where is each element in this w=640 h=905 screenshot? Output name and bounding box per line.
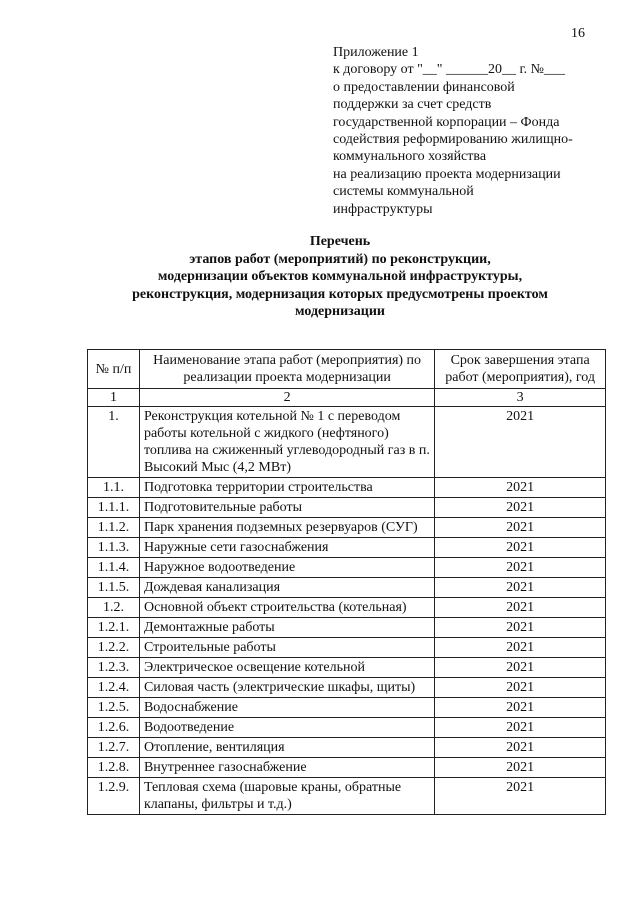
row-stage-name: Дождевая канализация <box>139 578 434 598</box>
table-header-row <box>88 350 606 389</box>
header-number: № п/п <box>88 350 140 389</box>
row-stage-name: Наружное водоотведение <box>139 558 434 578</box>
table-row <box>88 638 606 658</box>
row-year: 2021 <box>435 698 606 718</box>
row-stage-name: Реконструкция котельной № 1 с переводом работы котельной с жидкого (нефтяного) топлива на сжиженный углеводородный газ в п. Высокий Мыс (4,2 МВт) <box>139 407 434 478</box>
row-number: 1.2.9. <box>88 778 140 815</box>
row-number: 1.1.3. <box>88 538 140 558</box>
row-stage-name: Наружные сети газоснабжения <box>139 538 434 558</box>
row-stage-name: Основной объект строительства (котельная) <box>139 598 434 618</box>
row-year: 2021 <box>435 678 606 698</box>
table-row <box>88 407 606 478</box>
row-year: 2021 <box>435 518 606 538</box>
row-year: 2021 <box>435 578 606 598</box>
table-row <box>88 478 606 498</box>
table-row <box>88 558 606 578</box>
row-stage-name: Подготовительные работы <box>139 498 434 518</box>
table-row <box>88 578 606 598</box>
row-year: 2021 <box>435 598 606 618</box>
row-number: 1.2.1. <box>88 618 140 638</box>
title-line: Перечень <box>309 234 371 249</box>
table-row <box>88 778 606 815</box>
column-number: 2 <box>139 389 434 407</box>
row-stage-name: Силовая часть (электрические шкафы, щиты) <box>139 678 434 698</box>
row-year: 2021 <box>435 618 606 638</box>
row-number: 1.1. <box>88 478 140 498</box>
table-row <box>88 538 606 558</box>
row-number: 1.1.5. <box>88 578 140 598</box>
row-stage-name: Строительные работы <box>139 638 434 658</box>
column-number: 3 <box>435 389 606 407</box>
appendix-line: инфраструктуры <box>333 201 433 217</box>
row-number: 1.1.4. <box>88 558 140 578</box>
header-completion-year: Срок завершения этапа работ (мероприятия), год <box>435 350 606 389</box>
row-number: 1.2.7. <box>88 738 140 758</box>
row-year: 2021 <box>435 658 606 678</box>
table-row <box>88 678 606 698</box>
page-number: 16 <box>571 26 585 41</box>
row-year: 2021 <box>435 538 606 558</box>
row-stage-name: Водоотведение <box>139 718 434 738</box>
row-number: 1.2.3. <box>88 658 140 678</box>
row-stage-name: Водоснабжение <box>139 698 434 718</box>
appendix-line: Приложение 1 <box>333 45 419 60</box>
title-line: модернизации объектов коммунальной инфраструктуры, <box>157 269 523 285</box>
header-stage-name: Наименование этапа работ (мероприятия) по реализации проекта модернизации <box>139 350 434 389</box>
table-row <box>88 618 606 638</box>
row-number: 1.2.6. <box>88 718 140 738</box>
table-body <box>88 407 606 815</box>
row-number: 1.2.2. <box>88 638 140 658</box>
row-stage-name: Демонтажные работы <box>139 618 434 638</box>
row-number: 1.1.1. <box>88 498 140 518</box>
row-year: 2021 <box>435 498 606 518</box>
row-number: 1. <box>88 407 140 478</box>
table-row <box>88 718 606 738</box>
table-row <box>88 758 606 778</box>
row-stage-name: Тепловая схема (шаровые краны, обратные клапаны, фильтры и т.д.) <box>139 778 434 815</box>
table-row <box>88 598 606 618</box>
row-number: 1.2. <box>88 598 140 618</box>
row-year: 2021 <box>435 558 606 578</box>
row-number: 1.1.2. <box>88 518 140 538</box>
row-year: 2021 <box>435 638 606 658</box>
table-row <box>88 698 606 718</box>
appendix-line: к договору от "__" ______20__ г. №___ <box>333 62 566 78</box>
row-stage-name: Внутреннее газоснабжение <box>139 758 434 778</box>
title-line: этапов работ (мероприятий) по реконструкции, <box>189 251 491 267</box>
appendix-block <box>333 44 623 218</box>
table-row <box>88 738 606 758</box>
table-row <box>88 518 606 538</box>
row-stage-name: Парк хранения подземных резервуаров (СУГ) <box>139 518 434 538</box>
row-number: 1.2.5. <box>88 698 140 718</box>
table-row <box>88 658 606 678</box>
row-year: 2021 <box>435 758 606 778</box>
appendix-line: содействия реформированию жилищно- <box>333 132 573 148</box>
row-stage-name: Электрическое освещение котельной <box>139 658 434 678</box>
row-number: 1.2.4. <box>88 678 140 698</box>
row-year: 2021 <box>435 718 606 738</box>
row-year: 2021 <box>435 478 606 498</box>
title-line: реконструкция, модернизация которых предусмотрены проектом <box>132 286 548 302</box>
row-year: 2021 <box>435 407 606 478</box>
appendix-line: коммунального хозяйства <box>333 149 487 165</box>
document-title <box>80 233 600 321</box>
column-number: 1 <box>88 389 140 407</box>
table-row <box>88 498 606 518</box>
appendix-line: на реализацию проекта модернизации <box>333 166 561 182</box>
stages-table <box>87 349 606 815</box>
appendix-line: поддержки за счет средств <box>333 97 492 113</box>
appendix-line: системы коммунальной <box>333 184 474 200</box>
row-stage-name: Отопление, вентиляция <box>139 738 434 758</box>
row-year: 2021 <box>435 738 606 758</box>
row-stage-name: Подготовка территории строительства <box>139 478 434 498</box>
appendix-line: о предоставлении финансовой <box>333 79 515 95</box>
column-number-row <box>88 389 606 407</box>
title-line: модернизации <box>295 304 385 320</box>
row-year: 2021 <box>435 778 606 815</box>
row-number: 1.2.8. <box>88 758 140 778</box>
appendix-line: государственной корпорации – Фонда <box>333 114 560 130</box>
